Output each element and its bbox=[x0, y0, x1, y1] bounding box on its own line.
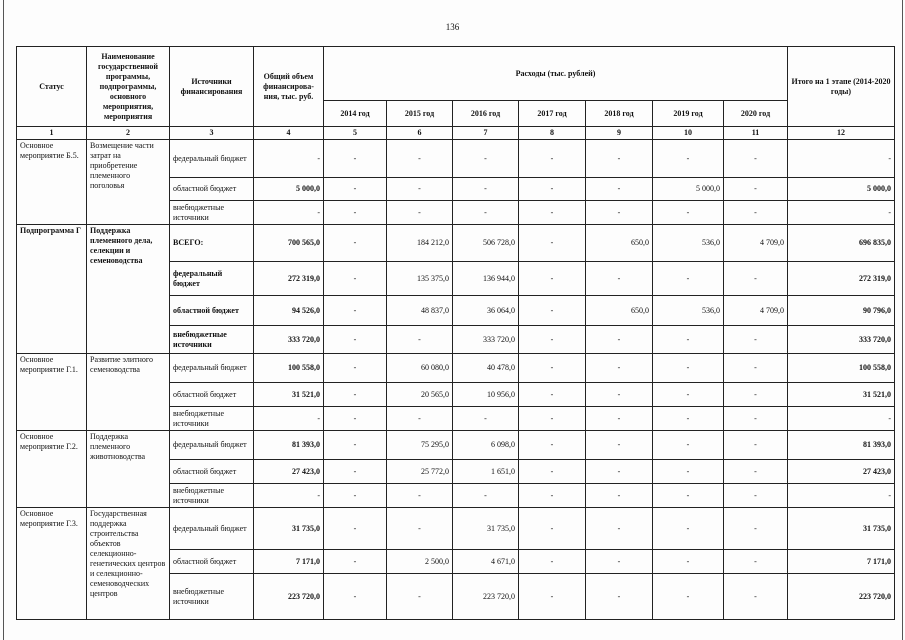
table-row bbox=[17, 354, 895, 383]
column-index: 5 bbox=[324, 127, 387, 140]
year-value-cell: - bbox=[724, 354, 788, 383]
year-value-cell: - bbox=[519, 354, 586, 383]
header-stage-total: Итого на 1 этапе (2014-2020 годы) bbox=[788, 47, 895, 127]
year-value-cell: - bbox=[324, 431, 387, 460]
year-value-cell: - bbox=[586, 140, 653, 178]
stage-total-cell: 7 171,0 bbox=[788, 550, 895, 574]
funding-source-cell: областной бюджет bbox=[170, 460, 254, 484]
funding-source-cell: областной бюджет bbox=[170, 178, 254, 201]
year-value-cell: - bbox=[586, 354, 653, 383]
year-value-cell: - bbox=[653, 431, 724, 460]
year-value-cell: - bbox=[324, 225, 387, 262]
year-value-cell: 48 837,0 bbox=[387, 296, 453, 326]
year-value-cell: - bbox=[586, 484, 653, 508]
year-value-cell: - bbox=[586, 574, 653, 620]
status-cell: Основное мероприятие Б.5. bbox=[17, 140, 87, 225]
stage-total-cell: - bbox=[788, 140, 895, 178]
page-edge-right bbox=[902, 0, 903, 640]
year-value-cell: - bbox=[453, 201, 519, 225]
column-index: 2 bbox=[87, 127, 170, 140]
year-value-cell: - bbox=[324, 407, 387, 431]
year-value-cell: - bbox=[387, 178, 453, 201]
year-value-cell: 20 565,0 bbox=[387, 383, 453, 407]
year-value-cell: - bbox=[519, 383, 586, 407]
page-number: 136 bbox=[445, 22, 460, 32]
funding-source-cell: ВСЕГО: bbox=[170, 225, 254, 262]
year-value-cell: - bbox=[653, 140, 724, 178]
table-row bbox=[17, 508, 895, 550]
year-value-cell: 6 098,0 bbox=[453, 431, 519, 460]
year-value-cell: - bbox=[586, 326, 653, 354]
funding-source-cell: областной бюджет bbox=[170, 383, 254, 407]
header-sources: Источники финансирования bbox=[170, 47, 254, 127]
year-value-cell: - bbox=[324, 140, 387, 178]
year-value-cell: - bbox=[724, 262, 788, 296]
stage-total-cell: 81 393,0 bbox=[788, 431, 895, 460]
program-name-cell: Возмещение части затрат на приобретение племенного поголовья bbox=[87, 140, 170, 225]
funding-source-cell: федеральный бюджет bbox=[170, 354, 254, 383]
year-value-cell: 223 720,0 bbox=[453, 574, 519, 620]
program-name-cell: Развитие элитного семеноводства bbox=[87, 354, 170, 431]
year-value-cell: - bbox=[324, 484, 387, 508]
year-value-cell: 60 080,0 bbox=[387, 354, 453, 383]
total-volume-cell: - bbox=[254, 407, 324, 431]
funding-source-cell: областной бюджет bbox=[170, 296, 254, 326]
total-volume-cell: 81 393,0 bbox=[254, 431, 324, 460]
year-value-cell: - bbox=[653, 407, 724, 431]
year-value-cell: - bbox=[453, 407, 519, 431]
year-value-cell: - bbox=[724, 574, 788, 620]
column-index: 6 bbox=[387, 127, 453, 140]
year-value-cell: - bbox=[586, 460, 653, 484]
funding-source-cell: федеральный бюджет bbox=[170, 431, 254, 460]
stage-total-cell: - bbox=[788, 407, 895, 431]
status-cell: Подпрограмма Г bbox=[17, 225, 87, 354]
year-value-cell: - bbox=[324, 383, 387, 407]
year-value-cell: - bbox=[387, 201, 453, 225]
status-cell: Основное мероприятие Г.3. bbox=[17, 508, 87, 620]
table-row bbox=[17, 140, 895, 178]
year-value-cell: - bbox=[724, 383, 788, 407]
status-cell: Основное мероприятие Г.2. bbox=[17, 431, 87, 508]
year-value-cell: 333 720,0 bbox=[453, 326, 519, 354]
funding-source-cell: федеральный бюджет bbox=[170, 140, 254, 178]
year-value-cell: - bbox=[586, 550, 653, 574]
year-value-cell: - bbox=[653, 262, 724, 296]
stage-total-cell: 5 000,0 bbox=[788, 178, 895, 201]
year-value-cell: - bbox=[653, 326, 724, 354]
year-value-cell: - bbox=[653, 574, 724, 620]
header-status: Статус bbox=[17, 47, 87, 127]
header-expenses: Расходы (тыс. рублей) bbox=[324, 47, 788, 101]
year-value-cell: - bbox=[453, 484, 519, 508]
year-value-cell: - bbox=[519, 225, 586, 262]
program-name-cell: Поддержка племенного дела, селекции и семеноводства bbox=[87, 225, 170, 354]
year-value-cell: - bbox=[724, 431, 788, 460]
total-volume-cell: 7 171,0 bbox=[254, 550, 324, 574]
year-value-cell: - bbox=[519, 407, 586, 431]
funding-source-cell: внебюджетные источники bbox=[170, 574, 254, 620]
year-value-cell: - bbox=[387, 326, 453, 354]
total-volume-cell: 31 735,0 bbox=[254, 508, 324, 550]
header-total-volume: Общий объем финансирова-ния, тыс. руб. bbox=[254, 47, 324, 127]
column-index: 11 bbox=[724, 127, 788, 140]
column-index: 7 bbox=[453, 127, 519, 140]
year-value-cell: 25 772,0 bbox=[387, 460, 453, 484]
year-value-cell: - bbox=[586, 431, 653, 460]
year-value-cell: 536,0 bbox=[653, 296, 724, 326]
year-value-cell: - bbox=[724, 140, 788, 178]
year-value-cell: - bbox=[387, 508, 453, 550]
header-year: 2017 год bbox=[519, 101, 586, 127]
column-index: 8 bbox=[519, 127, 586, 140]
year-value-cell: 31 735,0 bbox=[453, 508, 519, 550]
year-value-cell: - bbox=[324, 178, 387, 201]
year-value-cell: - bbox=[324, 296, 387, 326]
year-value-cell: - bbox=[387, 484, 453, 508]
table-body bbox=[17, 140, 895, 620]
year-value-cell: - bbox=[324, 354, 387, 383]
budget-table bbox=[16, 46, 895, 620]
year-value-cell: - bbox=[519, 326, 586, 354]
column-index: 10 bbox=[653, 127, 724, 140]
year-value-cell: - bbox=[724, 201, 788, 225]
stage-total-cell: - bbox=[788, 484, 895, 508]
page-edge-left bbox=[3, 0, 4, 640]
year-value-cell: 650,0 bbox=[586, 225, 653, 262]
total-volume-cell: - bbox=[254, 484, 324, 508]
total-volume-cell: 94 526,0 bbox=[254, 296, 324, 326]
header-year: 2014 год bbox=[324, 101, 387, 127]
year-value-cell: - bbox=[324, 326, 387, 354]
year-value-cell: 136 944,0 bbox=[453, 262, 519, 296]
total-volume-cell: - bbox=[254, 201, 324, 225]
year-value-cell: - bbox=[724, 484, 788, 508]
year-value-cell: - bbox=[653, 383, 724, 407]
table-row bbox=[17, 225, 895, 262]
year-value-cell: 506 728,0 bbox=[453, 225, 519, 262]
year-value-cell: 184 212,0 bbox=[387, 225, 453, 262]
year-value-cell: 5 000,0 bbox=[653, 178, 724, 201]
program-name-cell: Поддержка племенного животноводства bbox=[87, 431, 170, 508]
year-value-cell: - bbox=[724, 508, 788, 550]
year-value-cell: - bbox=[519, 140, 586, 178]
column-index-row bbox=[17, 127, 895, 140]
year-value-cell: 1 651,0 bbox=[453, 460, 519, 484]
total-volume-cell: - bbox=[254, 140, 324, 178]
year-value-cell: - bbox=[387, 574, 453, 620]
funding-source-cell: внебюджетные источники bbox=[170, 484, 254, 508]
stage-total-cell: 90 796,0 bbox=[788, 296, 895, 326]
stage-total-cell: 100 558,0 bbox=[788, 354, 895, 383]
year-value-cell: 75 295,0 bbox=[387, 431, 453, 460]
year-value-cell: - bbox=[724, 550, 788, 574]
total-volume-cell: 333 720,0 bbox=[254, 326, 324, 354]
stage-total-cell: 31 735,0 bbox=[788, 508, 895, 550]
year-value-cell: 4 709,0 bbox=[724, 296, 788, 326]
table-row bbox=[17, 431, 895, 460]
total-volume-cell: 27 423,0 bbox=[254, 460, 324, 484]
year-value-cell: - bbox=[653, 550, 724, 574]
year-value-cell: 10 956,0 bbox=[453, 383, 519, 407]
year-value-cell: 40 478,0 bbox=[453, 354, 519, 383]
year-value-cell: - bbox=[387, 407, 453, 431]
funding-source-cell: федеральный бюджет bbox=[170, 262, 254, 296]
column-index: 1 bbox=[17, 127, 87, 140]
year-value-cell: - bbox=[519, 296, 586, 326]
year-value-cell: - bbox=[519, 201, 586, 225]
total-volume-cell: 700 565,0 bbox=[254, 225, 324, 262]
year-value-cell: - bbox=[653, 508, 724, 550]
total-volume-cell: 5 000,0 bbox=[254, 178, 324, 201]
year-value-cell: - bbox=[453, 140, 519, 178]
status-cell: Основное мероприятие Г.1. bbox=[17, 354, 87, 431]
year-value-cell: - bbox=[453, 178, 519, 201]
year-value-cell: 4 671,0 bbox=[453, 550, 519, 574]
funding-source-cell: внебюджетные источники bbox=[170, 326, 254, 354]
header-year: 2020 год bbox=[724, 101, 788, 127]
year-value-cell: - bbox=[324, 262, 387, 296]
header-year: 2016 год bbox=[453, 101, 519, 127]
year-value-cell: 4 709,0 bbox=[724, 225, 788, 262]
year-value-cell: - bbox=[653, 484, 724, 508]
total-volume-cell: 31 521,0 bbox=[254, 383, 324, 407]
year-value-cell: - bbox=[324, 550, 387, 574]
column-index: 12 bbox=[788, 127, 895, 140]
year-value-cell: - bbox=[653, 354, 724, 383]
total-volume-cell: 272 319,0 bbox=[254, 262, 324, 296]
year-value-cell: 36 064,0 bbox=[453, 296, 519, 326]
column-index: 4 bbox=[254, 127, 324, 140]
column-index: 3 bbox=[170, 127, 254, 140]
year-value-cell: - bbox=[653, 201, 724, 225]
header-year: 2015 год bbox=[387, 101, 453, 127]
funding-source-cell: областной бюджет bbox=[170, 550, 254, 574]
year-value-cell: 536,0 bbox=[653, 225, 724, 262]
year-value-cell: - bbox=[519, 550, 586, 574]
year-value-cell: 650,0 bbox=[586, 296, 653, 326]
stage-total-cell: 223 720,0 bbox=[788, 574, 895, 620]
year-value-cell: - bbox=[519, 460, 586, 484]
year-value-cell: - bbox=[519, 178, 586, 201]
total-volume-cell: 223 720,0 bbox=[254, 574, 324, 620]
year-value-cell: - bbox=[653, 460, 724, 484]
year-value-cell: - bbox=[586, 508, 653, 550]
year-value-cell: - bbox=[519, 262, 586, 296]
stage-total-cell: - bbox=[788, 201, 895, 225]
year-value-cell: - bbox=[519, 484, 586, 508]
total-volume-cell: 100 558,0 bbox=[254, 354, 324, 383]
year-value-cell: - bbox=[586, 262, 653, 296]
year-value-cell: - bbox=[519, 508, 586, 550]
year-value-cell: 2 500,0 bbox=[387, 550, 453, 574]
year-value-cell: - bbox=[324, 201, 387, 225]
year-value-cell: - bbox=[586, 407, 653, 431]
year-value-cell: - bbox=[387, 140, 453, 178]
year-value-cell: - bbox=[324, 460, 387, 484]
stage-total-cell: 272 319,0 bbox=[788, 262, 895, 296]
stage-total-cell: 696 835,0 bbox=[788, 225, 895, 262]
year-value-cell: - bbox=[724, 326, 788, 354]
year-value-cell: 135 375,0 bbox=[387, 262, 453, 296]
year-value-cell: - bbox=[519, 431, 586, 460]
header-year: 2018 год bbox=[586, 101, 653, 127]
stage-total-cell: 333 720,0 bbox=[788, 326, 895, 354]
column-index: 9 bbox=[586, 127, 653, 140]
year-value-cell: - bbox=[586, 178, 653, 201]
year-value-cell: - bbox=[724, 178, 788, 201]
year-value-cell: - bbox=[586, 201, 653, 225]
funding-source-cell: федеральный бюджет bbox=[170, 508, 254, 550]
year-value-cell: - bbox=[586, 383, 653, 407]
year-value-cell: - bbox=[519, 574, 586, 620]
header-program-name: Наименование государственной программы, подпрограммы, основного мероприятия, мероприятия bbox=[87, 47, 170, 127]
year-value-cell: - bbox=[324, 574, 387, 620]
header-year: 2019 год bbox=[653, 101, 724, 127]
year-value-cell: - bbox=[724, 407, 788, 431]
year-value-cell: - bbox=[324, 508, 387, 550]
year-value-cell: - bbox=[724, 460, 788, 484]
stage-total-cell: 27 423,0 bbox=[788, 460, 895, 484]
stage-total-cell: 31 521,0 bbox=[788, 383, 895, 407]
funding-source-cell: внебюджетные источники bbox=[170, 201, 254, 225]
funding-source-cell: внебюджетные источники bbox=[170, 407, 254, 431]
program-name-cell: Государственная поддержка строительства объектов селекционно-генетических центров и селекционно-семеноводческих центров bbox=[87, 508, 170, 620]
